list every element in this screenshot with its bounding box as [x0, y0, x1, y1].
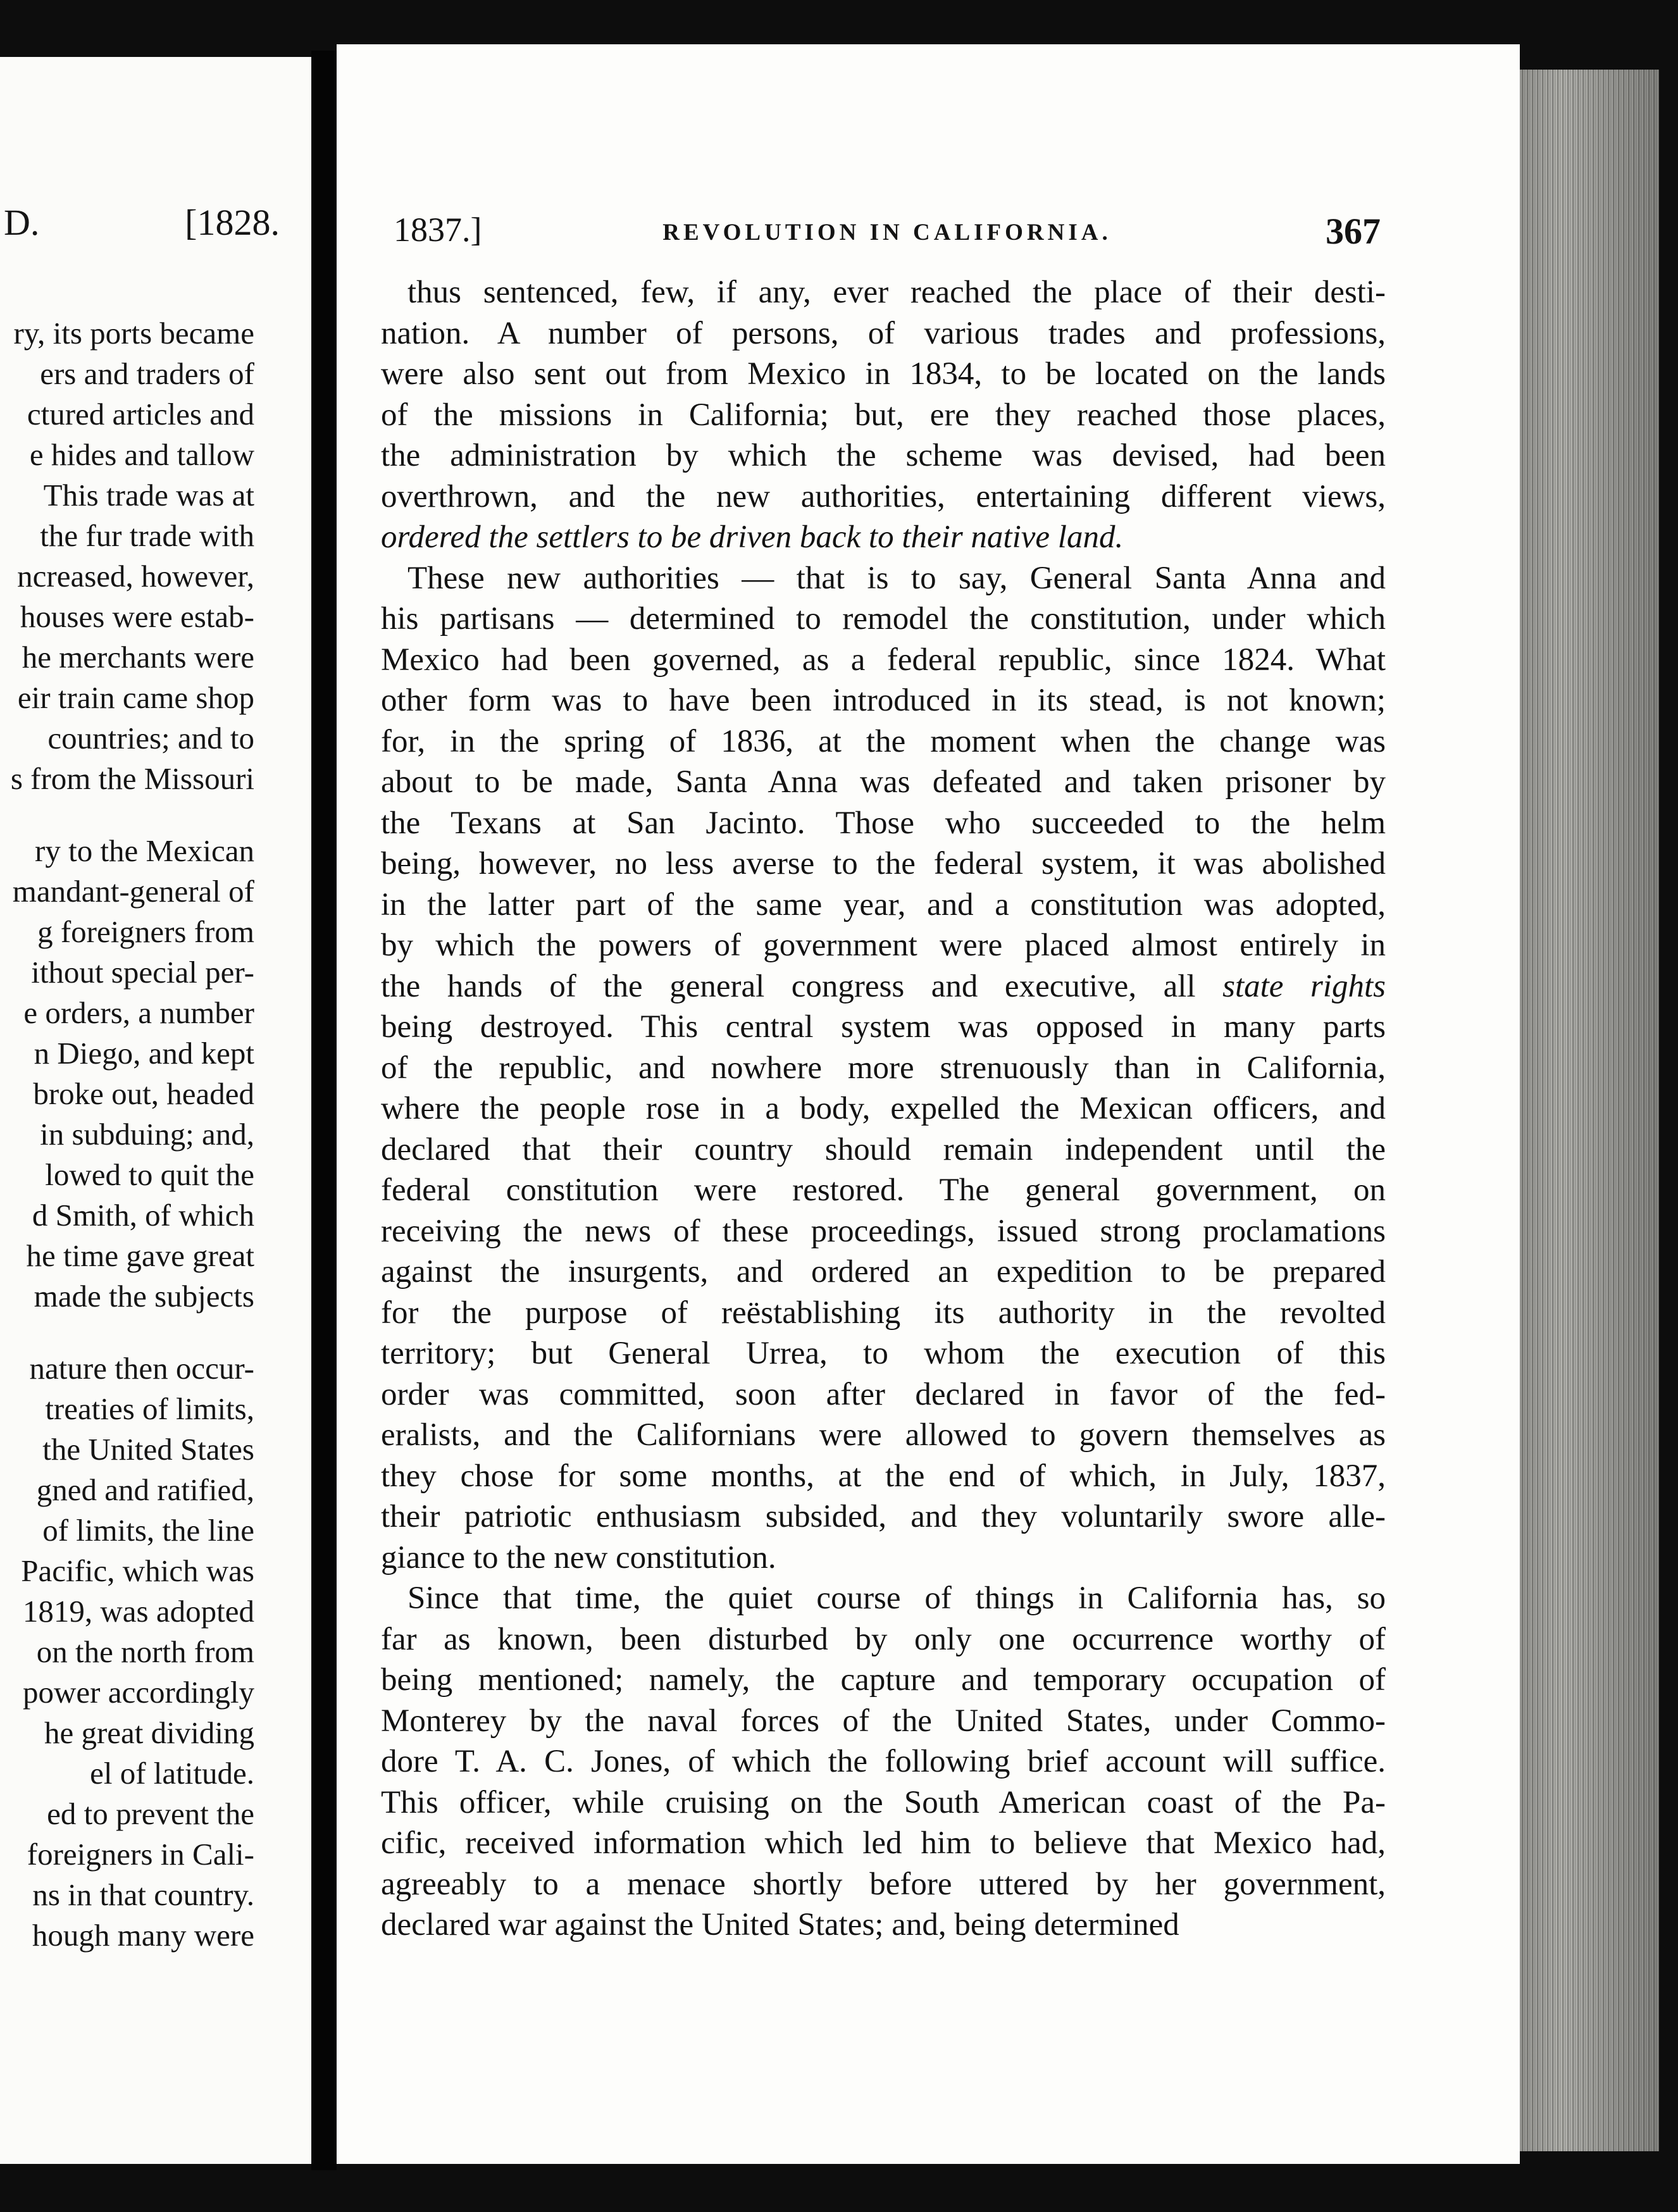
text-line: against the insurgents, and ordered an expedition to be prepared [381, 1254, 1386, 1289]
previous-page-line: on the north from [36, 1634, 254, 1669]
previous-page-line [0, 1317, 254, 1348]
previous-page-line: of limits, the line [42, 1513, 254, 1548]
previous-page-line: g foreigners from [37, 914, 254, 949]
previous-page-header-title-fragment: D. [4, 202, 40, 243]
text-line: Monterey by the naval forces of the United States, under Commo- [381, 1703, 1386, 1739]
text-line: Since that time, the quiet course of things in California has, so [407, 1581, 1386, 1616]
text-line: declared that their country should remain independent until the [381, 1131, 1386, 1167]
previous-page-line: ncreased, however, [17, 559, 254, 593]
previous-page-line: This trade was at [43, 478, 254, 513]
text-line: receiving the news of these proceedings, issued strong proclamations [381, 1213, 1386, 1249]
previous-page-line: el of latitude. [90, 1756, 254, 1791]
running-title: REVOLUTION IN CALIFORNIA. [662, 220, 1112, 245]
previous-page-line: ctured articles and [27, 397, 254, 432]
previous-page-line: Pacific, which was [21, 1553, 254, 1588]
page-number: 367 [1326, 211, 1381, 252]
page-header [394, 210, 1381, 261]
previous-page-line: nature then occur- [29, 1351, 254, 1386]
text-line: thus sentenced, few, if any, ever reached the place of their desti- [407, 275, 1386, 310]
previous-page-line: ns in that country. [32, 1877, 254, 1912]
previous-page-line: countries; and to [47, 721, 254, 755]
previous-page-line: in subduing; and, [40, 1117, 254, 1152]
text-line: his partisans — determined to remodel the constitution, under which [381, 601, 1386, 637]
text-line: were also sent out from Mexico in 1834, to be located on the lands [381, 356, 1386, 392]
text-line: for, in the spring of 1836, at the moment when the change was [381, 723, 1386, 759]
previous-page-line: power accordingly [23, 1675, 254, 1710]
text-line: in the latter part of the same year, and a constitution was adopted, [381, 886, 1386, 923]
previous-page-line: he great dividing [44, 1715, 254, 1750]
text-line: agreeably to a menace shortly before uttered by her government, [381, 1866, 1386, 1902]
text-line: where the people rose in a body, expelled the Mexican officers, and [381, 1091, 1386, 1126]
previous-page-line: eir train came shop [17, 680, 254, 715]
previous-page-line: houses were estab- [20, 599, 254, 634]
previous-page-line: foreigners in Cali- [27, 1837, 254, 1872]
previous-page [0, 57, 311, 2164]
page-edges-shadow [1520, 70, 1659, 2151]
paragraph-2 [381, 558, 1386, 1579]
text-line: being mentioned; namely, the capture and temporary occupation of [381, 1662, 1386, 1698]
text-line: Mexico had been governed, as a federal republic, since 1824. What [381, 642, 1386, 678]
text-line [381, 966, 1386, 1007]
previous-page-header-year: [1828. [185, 202, 280, 243]
text-line: This officer, while cruising on the South American coast of the Pa- [381, 1784, 1386, 1820]
paragraph-1 [381, 272, 1386, 558]
previous-page-line: mandant-general of [12, 874, 254, 909]
text-line: other form was to have been introduced in its stead, is not known; [381, 683, 1386, 718]
header-year: 1837.] [394, 211, 482, 249]
text-line: declared war against the United States; and, being determined [381, 1907, 1179, 1942]
text-line: the administration by which the scheme was devised, had been [381, 438, 1386, 473]
text-line: ordered the settlers to be driven back to their native land. [381, 519, 1124, 555]
text-line: dore T. A. C. Jones, of which the following brief account will suffice. [381, 1744, 1386, 1779]
text-line: territory; but General Urrea, to whom the execution of this [381, 1336, 1386, 1371]
previous-page-line: the fur trade with [40, 518, 254, 553]
previous-page-line: n Diego, and kept [34, 1036, 254, 1071]
body-text [381, 272, 1386, 1946]
text-line: federal constitution were restored. The general government, on [381, 1172, 1386, 1208]
text-line: overthrown, and the new authorities, entertaining different views, [381, 478, 1386, 514]
text-line: These new authorities — that is to say, General Santa Anna and [407, 560, 1386, 596]
previous-page-header [0, 201, 311, 252]
text-line: being destroyed. This central system was opposed in many parts [381, 1009, 1386, 1045]
previous-page-line: ed to prevent the [47, 1796, 254, 1831]
text-line: eralists, and the Californians were allowed to govern themselves as [381, 1417, 1386, 1453]
text-line: of the missions in California; but, ere they reached those places, [381, 397, 1386, 433]
previous-page-line: he merchants were [22, 640, 254, 674]
previous-page-line: 1819, was adopted [22, 1594, 254, 1629]
previous-page-line: treaties of limits, [45, 1391, 254, 1426]
text-line: nation. A number of persons, of various trades and professions, [381, 315, 1386, 351]
previous-page-line: the United States [42, 1432, 254, 1467]
italic-phrase: state rights [1222, 968, 1386, 1004]
previous-page-line: gned and ratified, [36, 1472, 254, 1507]
previous-page-line: e orders, a number [23, 995, 254, 1030]
previous-page-line: ers and traders of [40, 356, 254, 391]
text-line: their patriotic enthusiasm subsided, and they voluntarily swore alle- [381, 1499, 1386, 1534]
text-line: cific, received information which led him to believe that Mexico had, [381, 1825, 1386, 1861]
text-line: the Texans at San Jacinto. Those who succeeded to the helm [381, 805, 1386, 841]
previous-page-line: d Smith, of which [32, 1198, 254, 1233]
text-line-part: the hands of the general congress and executive, all [381, 968, 1196, 1004]
text-line: they chose for some months, at the end of which, in July, 1837, [381, 1458, 1386, 1494]
text-line: of the republic, and nowhere more strenuously than in California, [381, 1050, 1386, 1086]
previous-page-line: made the subjects [34, 1279, 254, 1314]
text-line: by which the powers of government were placed almost entirely in [381, 928, 1386, 963]
text-line: about to be made, Santa Anna was defeated and taken prisoner by [381, 764, 1386, 800]
previous-page-line: ithout special per- [31, 955, 254, 990]
previous-page-line: e hides and tallow [29, 437, 254, 472]
paragraph-3 [381, 1578, 1386, 1946]
text-line: being, however, no less averse to the federal system, it was abolished [381, 846, 1386, 881]
current-page [337, 44, 1520, 2164]
text-line: order was committed, soon after declared in favor of the fed- [381, 1376, 1386, 1412]
previous-page-line: hough many were [32, 1918, 254, 1953]
previous-page-line: he time gave great [26, 1238, 254, 1273]
previous-page-line: broke out, headed [33, 1076, 254, 1111]
previous-page-line: ry, its ports became [13, 316, 254, 351]
text-line: giance to the new constitution. [381, 1539, 776, 1575]
previous-page-line: s from the Missouri [10, 761, 254, 796]
previous-page-line: lowed to quit the [45, 1157, 254, 1192]
previous-page-line [0, 799, 254, 831]
previous-page-line: ry to the Mexican [35, 833, 254, 868]
book-gutter [311, 51, 337, 2170]
text-line: for the purpose of reëstablishing its authority in the revolted [381, 1295, 1386, 1331]
text-line: far as known, been disturbed by only one occurrence worthy of [381, 1621, 1386, 1657]
previous-page-text [0, 313, 254, 1956]
